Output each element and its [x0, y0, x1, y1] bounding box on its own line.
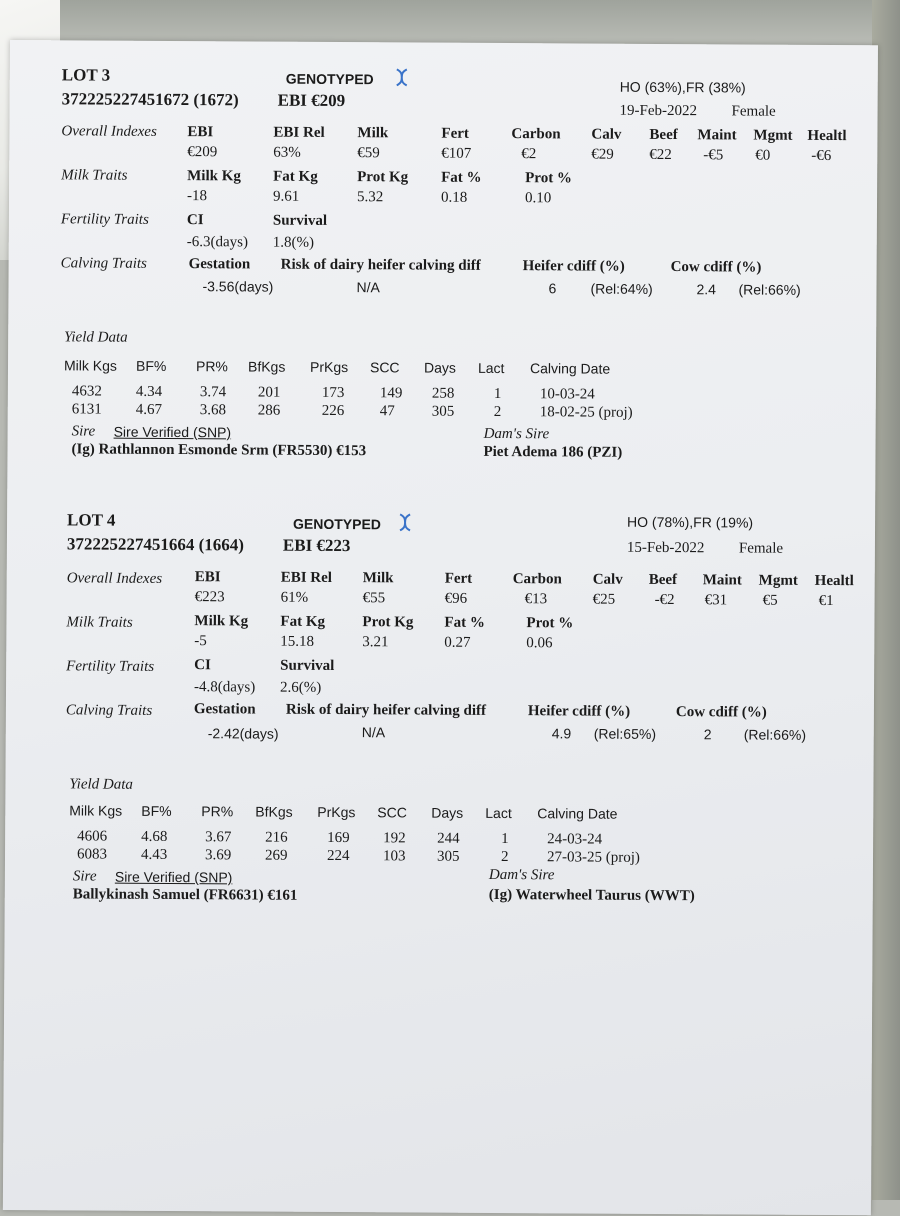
overall-value: €22 [649, 146, 672, 164]
heifer-cdiff-value: 4.9 [551, 725, 572, 742]
breed-composition: HO (78%),FR (19%) [627, 513, 754, 531]
yield-cell: 47 [379, 403, 395, 420]
yield-header: BF% [141, 802, 172, 820]
yield-cell: 103 [382, 848, 406, 865]
yield-header: BfKgs [255, 803, 293, 820]
overall-header: Calv [592, 571, 623, 588]
fertility-header: Survival [280, 657, 335, 674]
yield-cell: 201 [257, 384, 281, 401]
overall-header: Healtl [814, 572, 854, 590]
breed-composition: HO (63%),FR (38%) [619, 78, 746, 96]
calving-traits-label: Calving Traits [60, 255, 147, 272]
animal-tag: 372225227451664 (1664) [66, 534, 245, 555]
yield-cell: 10-03-24 [539, 386, 595, 403]
milk-value: 15.18 [280, 633, 315, 650]
milk-value: 0.06 [526, 635, 553, 652]
overall-header: Healtl [807, 127, 847, 145]
gestation-value: -3.56(days) [202, 278, 274, 295]
sire-name: (Ig) Rathlannon Esmonde Srm (FR5530) €153 [71, 441, 367, 460]
animal-tag: 372225227451672 (1672) [61, 89, 239, 110]
overall-header: Carbon [512, 571, 562, 588]
ebi-headline: EBI €209 [277, 90, 346, 111]
yield-header: PR% [195, 358, 228, 375]
dams-sire-label: Dam's Sire [483, 425, 550, 443]
overall-value: €13 [524, 591, 548, 608]
yield-cell: 224 [326, 847, 350, 865]
overall-value: €2 [521, 146, 537, 163]
overall-value: €31 [704, 592, 728, 609]
overall-value: €223 [194, 589, 225, 606]
heifer-cdiff-rel: (Rel:64%) [590, 280, 653, 297]
sex: Female [731, 103, 776, 120]
lot-section [59, 60, 900, 505]
yield-cell: 173 [321, 384, 345, 402]
yield-cell: 18-02-25 (proj) [539, 404, 633, 421]
overall-header: Mgmt [758, 572, 798, 589]
yield-header: SCC [369, 359, 400, 376]
overall-value: €59 [357, 145, 380, 162]
heifer-cdiff-rel: (Rel:65%) [593, 725, 657, 742]
fertility-value: -6.3(days) [186, 234, 249, 251]
yield-cell: 4.68 [141, 828, 168, 845]
milk-header: Milk Kg [194, 613, 249, 630]
overall-value: -€2 [654, 591, 675, 609]
fertility-header: Survival [272, 212, 328, 229]
yield-cell: 1 [493, 385, 502, 403]
cow-cdiff-rel: (Rel:66%) [738, 281, 801, 298]
overall-value: €55 [362, 590, 386, 607]
yield-header: Calving Date [529, 360, 611, 377]
genotyped-label: GENOTYPED [285, 70, 374, 88]
genotyped-label: GENOTYPED [293, 515, 382, 533]
overall-value: €209 [187, 144, 218, 161]
yield-cell: 1 [501, 831, 509, 848]
date-of-birth: 19-Feb-2022 [619, 102, 698, 120]
calving-header: Cow cdiff (%) [670, 259, 762, 276]
fertility-value: 1.8(%) [272, 234, 315, 251]
cow-cdiff-value: 2 [703, 726, 712, 743]
yield-header: Days [423, 359, 456, 376]
overall-value: €1 [818, 592, 834, 610]
yield-cell: 216 [265, 829, 288, 846]
yield-header: Lact [477, 359, 505, 377]
milk-value: 0.18 [440, 189, 468, 206]
yield-cell: 6131 [71, 401, 102, 418]
milk-header: Fat % [444, 614, 485, 631]
overall-indexes-label: Overall Indexes [66, 570, 163, 587]
heifer-cdiff-value: 6 [548, 280, 557, 297]
ebi-headline: EBI €223 [282, 535, 351, 556]
yield-header: Days [431, 804, 464, 821]
overall-value: €0 [755, 147, 771, 164]
milk-header: Prot Kg [357, 169, 409, 186]
fertility-traits-label: Fertility Traits [60, 211, 149, 228]
milk-header: Prot % [526, 615, 574, 632]
yield-cell: 3.68 [199, 402, 227, 419]
milk-value: 0.27 [444, 634, 471, 651]
overall-header: Beef [649, 126, 678, 144]
overall-indexes-label: Overall Indexes [61, 123, 157, 140]
overall-header: Calv [591, 126, 622, 143]
milk-value: 0.10 [524, 190, 552, 207]
overall-value: €96 [444, 590, 468, 607]
sex: Female [738, 540, 784, 557]
overall-value: -€5 [703, 147, 724, 164]
sire-verified-link: Sire Verified (SNP) [114, 868, 233, 886]
calving-header: Heifer cdiff (%) [527, 703, 631, 720]
yield-cell: 4632 [71, 383, 102, 400]
dna-icon [394, 68, 410, 86]
calving-header: Risk of dairy heifer calving diff [280, 256, 481, 274]
yield-cell: 4606 [77, 828, 108, 845]
yield-header: Calving Date [537, 805, 618, 822]
milk-traits-label: Milk Traits [66, 614, 133, 631]
milk-value: -5 [194, 633, 207, 650]
milk-header: Fat % [441, 169, 482, 186]
sire-name: Ballykinash Samuel (FR6631) €161 [72, 886, 298, 904]
yield-header: Milk Kgs [63, 357, 117, 374]
milk-value: 9.61 [272, 188, 300, 205]
overall-header: EBI Rel [280, 569, 333, 586]
fertility-header: CI [186, 212, 204, 229]
lot-label: LOT 4 [67, 510, 116, 530]
dams-sire-label: Dam's Sire [488, 866, 555, 884]
calving-risk-value: N/A [361, 724, 386, 741]
yield-cell: 24-03-24 [547, 831, 603, 848]
fertility-header: CI [194, 657, 211, 674]
yield-header: Milk Kgs [69, 802, 123, 819]
overall-header: Milk [362, 570, 394, 587]
yield-cell: 2 [493, 403, 502, 421]
gestation-value: -2.42(days) [207, 725, 279, 742]
dams-sire-name: Piet Adema 186 (PZI) [483, 443, 623, 461]
overall-header: Beef [648, 571, 678, 589]
yield-cell: 3.69 [204, 847, 232, 864]
calving-header: Risk of dairy heifer calving diff [285, 701, 487, 719]
cow-cdiff-rel: (Rel:66%) [743, 726, 807, 743]
yield-header: BfKgs [247, 358, 286, 375]
yield-cell: 269 [264, 847, 288, 864]
fertility-value: -4.8(days) [194, 679, 256, 696]
overall-header: Carbon [511, 126, 561, 143]
calving-header: Heifer cdiff (%) [522, 258, 625, 275]
milk-header: Prot Kg [362, 614, 414, 631]
fertility-traits-label: Fertility Traits [66, 658, 155, 675]
yield-cell: 4.34 [135, 383, 163, 400]
date-of-birth: 15-Feb-2022 [626, 539, 705, 557]
calving-header: Gestation [188, 256, 251, 273]
overall-header: EBI [187, 124, 214, 141]
overall-header: Maint [697, 127, 737, 144]
dams-sire-name: (Ig) Waterwheel Taurus (WWT) [488, 886, 695, 905]
overall-value: €25 [592, 591, 616, 608]
yield-data-label: Yield Data [69, 776, 133, 793]
yield-header: PR% [201, 803, 234, 820]
sire-label: Sire [71, 423, 96, 440]
yield-cell: 169 [327, 829, 350, 847]
cow-cdiff-value: 2.4 [696, 281, 717, 298]
overall-header: Fert [444, 570, 473, 587]
overall-header: Mgmt [753, 127, 793, 144]
yield-cell: 4.43 [140, 846, 168, 863]
yield-cell: 305 [431, 403, 455, 420]
milk-header: Fat Kg [273, 168, 318, 185]
yield-cell: 286 [257, 402, 281, 419]
yield-cell: 305 [436, 848, 460, 865]
calving-traits-label: Calving Traits [65, 702, 153, 719]
overall-header: Maint [702, 572, 742, 589]
yield-header: PrKgs [317, 803, 356, 821]
milk-traits-label: Milk Traits [61, 167, 128, 184]
yield-cell: 2 [500, 849, 509, 866]
overall-value: 63% [273, 144, 301, 161]
yield-cell: 3.74 [199, 384, 227, 401]
yield-cell: 192 [383, 830, 406, 847]
yield-cell: 4.67 [135, 401, 163, 418]
calving-header: Gestation [193, 701, 256, 718]
yield-header: PrKgs [309, 358, 349, 376]
milk-value: -18 [187, 188, 208, 205]
milk-header: Prot % [525, 170, 573, 187]
milk-value: 3.21 [362, 634, 389, 651]
overall-header: EBI Rel [273, 124, 325, 141]
overall-value: €29 [591, 146, 614, 163]
yield-cell: 258 [431, 385, 455, 402]
overall-header: EBI [194, 569, 221, 586]
overall-header: Fert [441, 125, 469, 142]
printed-sheet [3, 40, 878, 1215]
yield-cell: 27-03-25 (proj) [546, 849, 640, 866]
yield-cell: 3.67 [205, 829, 232, 846]
sire-label: Sire [72, 868, 97, 885]
yield-cell: 149 [379, 385, 403, 402]
calving-header: Cow cdiff (%) [675, 704, 767, 721]
overall-value: €107 [441, 145, 472, 162]
fertility-value: 2.6(%) [279, 679, 322, 696]
sire-verified-link: Sire Verified (SNP) [113, 423, 232, 441]
yield-header: Lact [485, 804, 512, 822]
milk-header: Milk Kg [187, 168, 241, 185]
overall-value: €5 [762, 592, 778, 609]
yield-cell: 226 [321, 402, 345, 420]
milk-value: 5.32 [356, 189, 384, 206]
lot-label: LOT 3 [61, 65, 111, 85]
milk-header: Fat Kg [280, 613, 326, 630]
yield-cell: 244 [437, 830, 460, 847]
yield-header: SCC [377, 804, 407, 821]
calving-risk-value: N/A [356, 279, 380, 296]
yield-header: BF% [135, 357, 167, 374]
overall-value: 61% [280, 589, 309, 606]
dna-icon [397, 513, 413, 531]
yield-data-label: Yield Data [64, 329, 128, 346]
lot-section [64, 505, 900, 950]
overall-header: Milk [357, 125, 389, 142]
yield-cell: 6083 [76, 846, 108, 863]
overall-value: -€6 [811, 147, 832, 165]
